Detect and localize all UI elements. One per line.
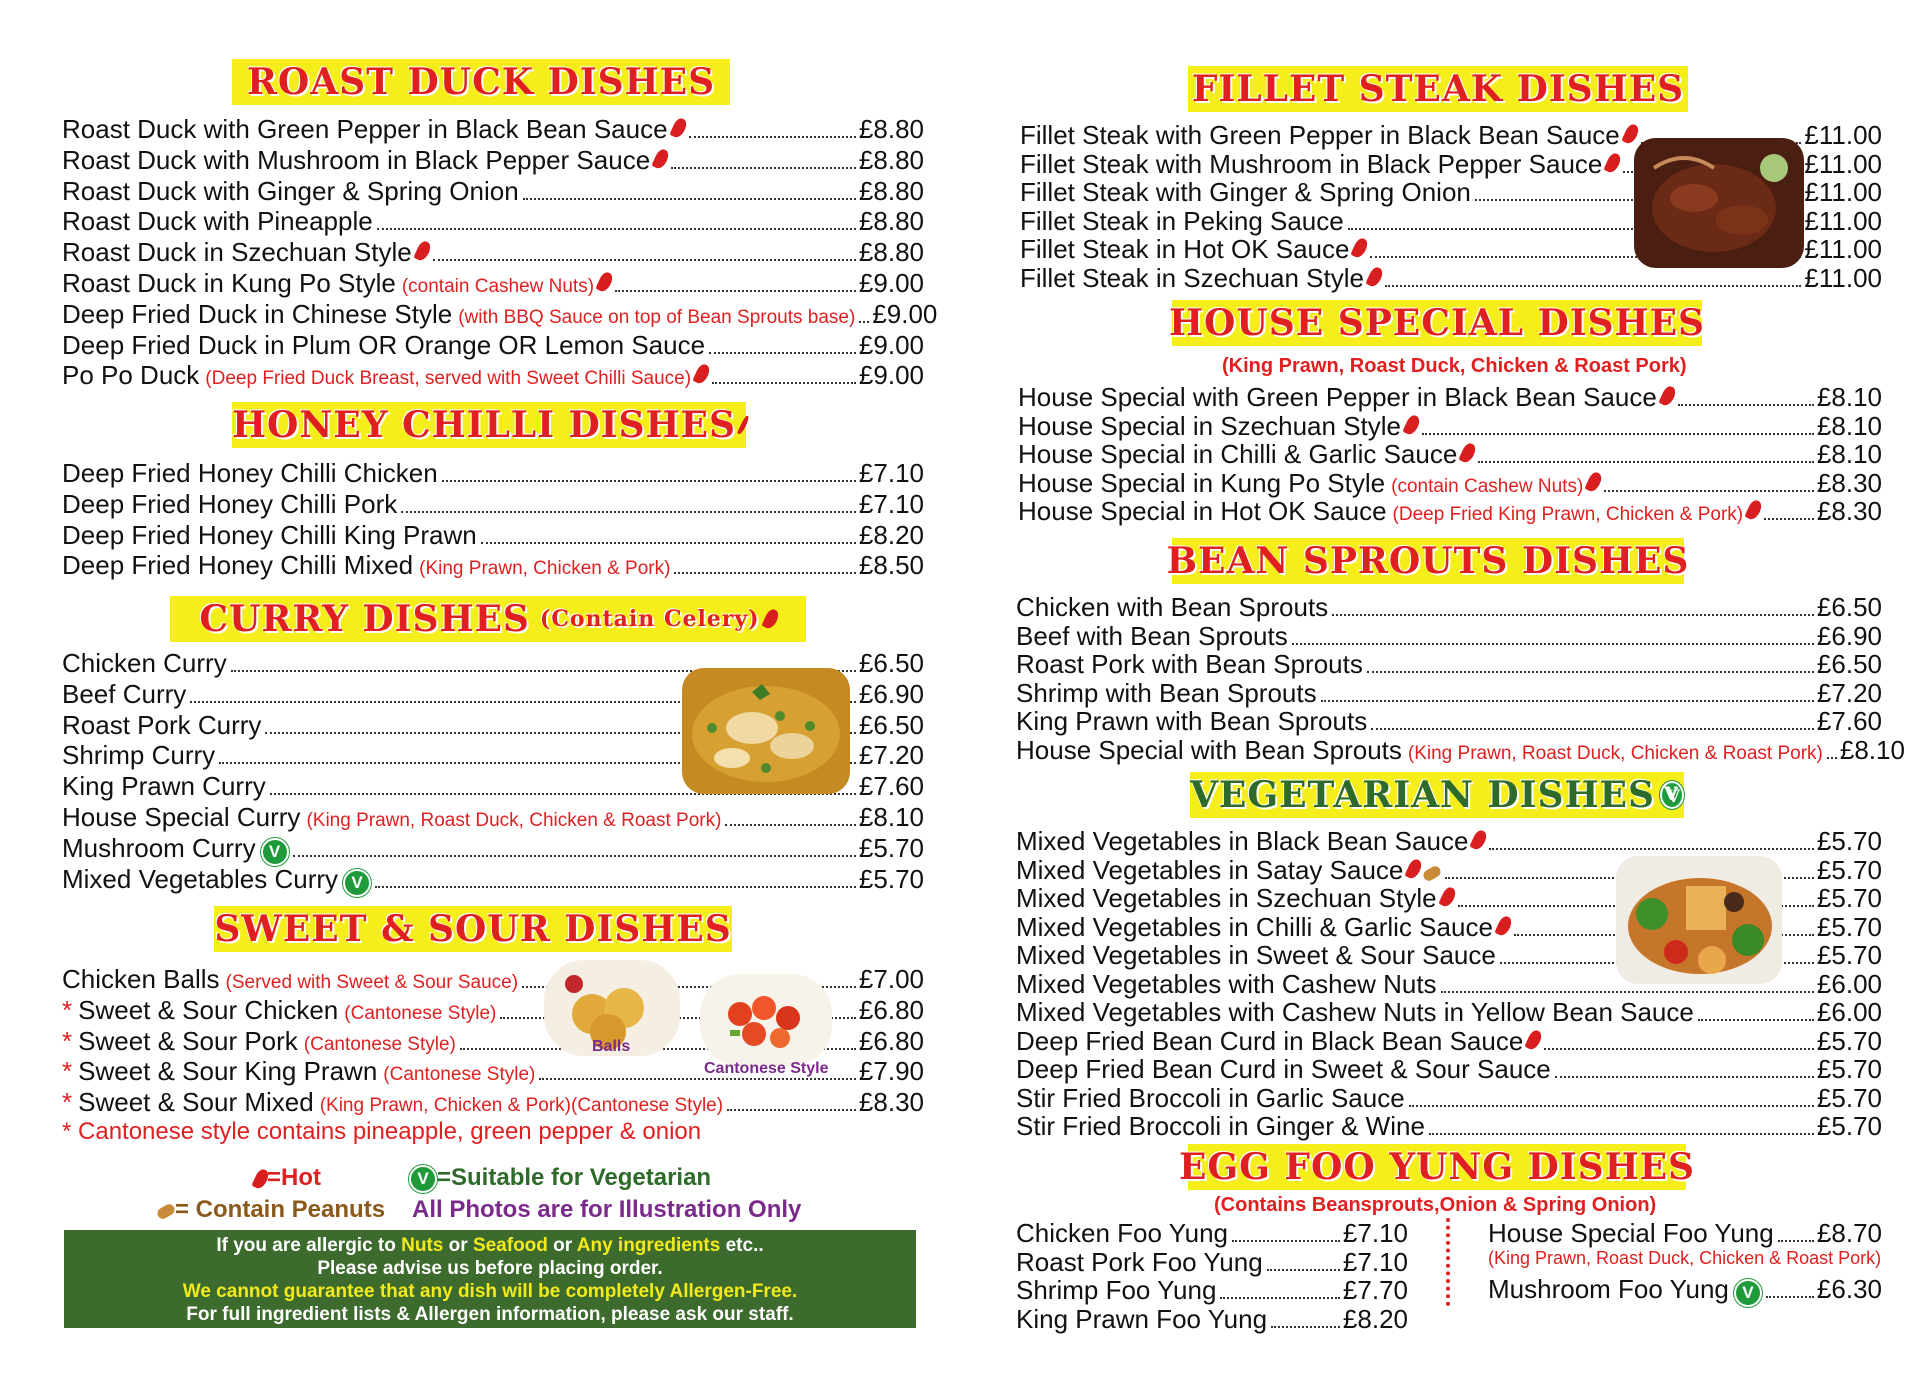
menu-item-row bbox=[1016, 1026, 1882, 1055]
hot-legend: =Hot bbox=[250, 1164, 321, 1192]
menu-item-row bbox=[62, 1087, 924, 1116]
item-name: Beef Curry bbox=[62, 678, 187, 709]
chili-icon bbox=[761, 607, 780, 630]
item-price: £6.90 bbox=[858, 678, 924, 709]
item-name: House Special with Green Pepper in Black Bean Sauce bbox=[1018, 382, 1657, 412]
egg-foo-yung-subtitle: (Contains Beansprouts,Onion & Spring Onion) bbox=[1214, 1194, 1657, 1216]
leader-dots bbox=[1385, 285, 1801, 287]
item-price: £7.10 bbox=[1342, 1218, 1408, 1248]
menu-item-row bbox=[62, 550, 924, 579]
leader-dots bbox=[674, 572, 855, 574]
item-price: £8.30 bbox=[1816, 496, 1882, 526]
item-price: £11.00 bbox=[1804, 177, 1882, 207]
item-name: Chicken Curry bbox=[62, 648, 227, 678]
item-name: Sweet & Sour Mixed bbox=[78, 1087, 314, 1118]
item-price: £8.50 bbox=[858, 550, 924, 581]
menu-item-row bbox=[1016, 1083, 1882, 1112]
menu-item-row bbox=[62, 360, 924, 389]
dotted-divider bbox=[1446, 1218, 1450, 1306]
item-name: Fillet Steak with Green Pepper in Black Bean Sauce bbox=[1020, 120, 1620, 150]
item-note: (with BBQ Sauce on top of Bean Sprouts base) bbox=[458, 306, 856, 328]
item-price: £8.80 bbox=[858, 206, 924, 237]
balls-photo-label: Balls bbox=[592, 1038, 631, 1055]
leader-dots bbox=[523, 198, 856, 200]
item-price: £7.10 bbox=[858, 488, 924, 519]
item-name: Sweet & Sour Pork bbox=[78, 1025, 298, 1056]
item-price: £8.10 bbox=[1816, 382, 1882, 412]
leader-dots bbox=[1271, 1326, 1340, 1328]
item-note: (Cantonese Style) bbox=[383, 1064, 536, 1086]
item-name: Fillet Steak in Hot OK Sauce bbox=[1020, 234, 1350, 264]
item-name: Mixed Vegetables in Sweet & Sour Sauce bbox=[1016, 940, 1496, 970]
menu-item-row bbox=[1018, 439, 1882, 468]
item-price: £9.00 bbox=[858, 360, 924, 391]
vegetarian-icon: V bbox=[261, 838, 289, 866]
item-price: £6.80 bbox=[858, 994, 924, 1025]
leader-dots bbox=[712, 382, 856, 384]
leader-dots bbox=[1678, 404, 1814, 406]
chili-icon bbox=[1585, 470, 1604, 493]
menu-item-row bbox=[62, 520, 924, 549]
bean-sprouts-heading: BEAN SPROUTS DISHES bbox=[1166, 540, 1690, 582]
chili-icon bbox=[1494, 914, 1513, 937]
item-note: (contain Cashew Nuts) bbox=[401, 276, 595, 297]
item-name: Po Po Duck bbox=[62, 360, 200, 391]
menu-item-row bbox=[1016, 1218, 1408, 1247]
item-name: House Special in Szechuan Style bbox=[1018, 410, 1402, 441]
menu-item-row bbox=[62, 176, 924, 205]
item-price: £8.20 bbox=[1342, 1303, 1408, 1334]
item-price: £5.70 bbox=[1816, 854, 1882, 885]
cantonese-footnote: * Cantonese style contains pineapple, green pepper & onion bbox=[62, 1118, 702, 1145]
menu-item-row bbox=[62, 458, 924, 487]
leader-dots bbox=[377, 228, 856, 230]
menu-item-row bbox=[62, 833, 924, 862]
leader-dots bbox=[1827, 757, 1837, 759]
leader-dots bbox=[375, 886, 856, 888]
item-name: Deep Fried Bean Curd in Black Bean Sauce bbox=[1016, 1025, 1524, 1056]
menu-item-row bbox=[1018, 411, 1882, 440]
item-note: (Deep Fried Duck Breast, served with Sweet Chilli Sauce) bbox=[205, 368, 692, 390]
item-name: House Special in Kung Po Style bbox=[1018, 467, 1386, 498]
chili-icon bbox=[1744, 498, 1763, 521]
item-price: £7.20 bbox=[858, 740, 924, 771]
item-name: Mixed Vegetables with Cashew Nuts in Yellow Bean Sauce bbox=[1016, 997, 1694, 1027]
item-name: Mushroom Foo Yung bbox=[1488, 1274, 1729, 1304]
fillet-steak-heading: FILLET STEAK DISHES bbox=[1188, 66, 1688, 112]
item-price: £9.00 bbox=[872, 298, 938, 329]
menu-item-row bbox=[1016, 649, 1882, 678]
leader-dots bbox=[1232, 1240, 1340, 1242]
item-name: Deep Fried Honey Chilli Chicken bbox=[62, 458, 438, 488]
curry-photo bbox=[682, 668, 850, 794]
leader-dots bbox=[1698, 1019, 1814, 1021]
item-note: (King Prawn, Roast Duck, Chicken & Roast Pork) bbox=[1407, 742, 1823, 764]
chili-icon bbox=[669, 116, 688, 139]
honey-chilli-heading: HONEY CHILLI DISHES bbox=[232, 402, 746, 448]
item-note: (King Prawn, Roast Duck, Chicken & Roast Pork) bbox=[1488, 1248, 1882, 1268]
leader-dots bbox=[1441, 991, 1814, 993]
item-name: Chicken with Bean Sprouts bbox=[1016, 592, 1329, 622]
allergen-line-1: If you are allergic to Nuts or Seafood or Any ingredients etc.. bbox=[216, 1235, 764, 1256]
item-name: Mixed Vegetables in Black Bean Sauce bbox=[1016, 826, 1469, 856]
item-price: £7.10 bbox=[1342, 1246, 1408, 1277]
item-price: £7.60 bbox=[858, 771, 924, 802]
item-name: Deep Fried Honey Chilli Pork bbox=[62, 488, 398, 519]
item-price: £8.30 bbox=[1816, 467, 1882, 498]
item-name: House Special with Bean Sprouts bbox=[1016, 734, 1402, 765]
menu-item-row bbox=[1018, 496, 1882, 525]
chili-icon bbox=[1459, 441, 1478, 464]
item-price: £7.90 bbox=[858, 1056, 924, 1087]
item-name: Fillet Steak in Peking Sauce bbox=[1020, 205, 1344, 236]
item-note: (contain Cashew Nuts) bbox=[1391, 475, 1584, 497]
menu-item-row bbox=[1016, 1247, 1408, 1276]
item-price: £6.00 bbox=[1816, 997, 1882, 1027]
leader-dots bbox=[727, 1109, 856, 1111]
item-price: £6.50 bbox=[858, 709, 924, 740]
item-name: Stir Fried Broccoli in Ginger & Wine bbox=[1016, 1111, 1425, 1141]
chili-icon bbox=[1470, 828, 1489, 851]
item-note: (King Prawn, Roast Duck, Chicken & Roast Pork) bbox=[306, 810, 722, 831]
leader-dots bbox=[709, 352, 856, 354]
item-name: House Special in Chilli & Garlic Sauce bbox=[1018, 439, 1458, 469]
item-name: House Special Foo Yung bbox=[1488, 1218, 1774, 1248]
item-price: £6.50 bbox=[858, 648, 924, 678]
item-price: £7.20 bbox=[1816, 677, 1882, 708]
item-name: Roast Pork Curry bbox=[62, 709, 262, 740]
leader-dots bbox=[1409, 1105, 1814, 1107]
item-price: £8.70 bbox=[1816, 1218, 1882, 1248]
item-name: Mixed Vegetables in Chilli & Garlic Sauce bbox=[1016, 911, 1493, 942]
menu-item-row bbox=[62, 330, 924, 359]
peanut-icon bbox=[155, 1202, 176, 1221]
item-price: £7.70 bbox=[1342, 1275, 1408, 1305]
leader-dots bbox=[1332, 614, 1814, 616]
chili-icon bbox=[737, 415, 750, 435]
menu-item-row bbox=[62, 206, 924, 235]
item-name: Roast Duck with Pineapple bbox=[62, 206, 373, 237]
house-special-subtitle: (King Prawn, Roast Duck, Chicken & Roast Pork) bbox=[1222, 355, 1687, 377]
leader-dots bbox=[725, 824, 855, 826]
leader-dots bbox=[859, 321, 869, 323]
asterisk-marker: * bbox=[62, 1056, 73, 1087]
chili-icon bbox=[595, 270, 614, 293]
chili-icon bbox=[1604, 151, 1623, 174]
leader-dots bbox=[1544, 1048, 1814, 1050]
menu-item-row bbox=[1016, 1275, 1408, 1304]
leader-dots bbox=[401, 511, 856, 513]
item-name: Shrimp with Bean Sprouts bbox=[1016, 677, 1317, 708]
allergen-line-4: For full ingredient lists & Allergen information, please ask our staff. bbox=[186, 1304, 794, 1325]
item-name: King Prawn with Bean Sprouts bbox=[1016, 706, 1368, 736]
item-name: Roast Duck with Mushroom in Black Pepper Sauce bbox=[62, 144, 651, 175]
menu-item-row bbox=[62, 268, 924, 297]
item-name: Roast Duck in Kung Po Style bbox=[62, 268, 396, 298]
item-name: Mixed Vegetables Curry bbox=[62, 863, 339, 894]
item-price: £9.00 bbox=[858, 329, 924, 360]
item-price: £6.50 bbox=[1816, 649, 1882, 679]
leader-dots bbox=[1766, 1296, 1814, 1298]
item-price: £8.80 bbox=[858, 175, 924, 206]
menu-item-row bbox=[62, 864, 924, 893]
menu-item-row bbox=[62, 145, 924, 174]
item-price: £5.70 bbox=[1816, 940, 1882, 970]
item-price: £5.70 bbox=[1816, 911, 1882, 942]
vegetarian-heading: VEGETARIAN DISHES V bbox=[1190, 772, 1684, 818]
leader-dots bbox=[671, 167, 856, 169]
item-price: £6.80 bbox=[858, 1025, 924, 1056]
allergen-line-3: We cannot guarantee that any dish will be completely Allergen-Free. bbox=[182, 1281, 798, 1302]
leader-dots bbox=[1604, 490, 1814, 492]
asterisk-marker: * bbox=[62, 994, 73, 1025]
chili-icon bbox=[651, 147, 670, 170]
item-price: £8.10 bbox=[1816, 410, 1882, 441]
item-name: Stir Fried Broccoli in Garlic Sauce bbox=[1016, 1082, 1405, 1113]
menu-item-row bbox=[62, 114, 924, 143]
cantonese-photo-label: Cantonese Style bbox=[704, 1060, 829, 1077]
leader-dots bbox=[1220, 1297, 1340, 1299]
item-price: £7.00 bbox=[858, 964, 924, 994]
item-name: Mixed Vegetables in Satay Sauce bbox=[1016, 854, 1404, 885]
item-price: £8.80 bbox=[858, 114, 924, 144]
item-note: (Served with Sweet & Sour Sauce) bbox=[225, 972, 519, 993]
item-price: £5.70 bbox=[858, 863, 924, 894]
veg-legend: V =Suitable for Vegetarian bbox=[404, 1164, 711, 1193]
item-price: £5.70 bbox=[1816, 1054, 1882, 1084]
item-name: House Special in Hot OK Sauce bbox=[1018, 496, 1387, 526]
menu-item-row bbox=[1016, 997, 1882, 1026]
chili-icon bbox=[413, 240, 432, 263]
leader-dots bbox=[615, 290, 856, 292]
menu-item-row bbox=[1018, 382, 1882, 411]
chili-icon bbox=[1402, 413, 1421, 436]
leader-dots bbox=[1429, 1133, 1814, 1135]
house-special-heading: HOUSE SPECIAL DISHES bbox=[1168, 302, 1706, 344]
leader-dots bbox=[1267, 1269, 1340, 1271]
chili-icon bbox=[1621, 122, 1640, 145]
item-name: Roast Pork Foo Yung bbox=[1016, 1246, 1263, 1277]
item-name: Sweet & Sour King Prawn bbox=[78, 1056, 378, 1087]
allergen-line-2: Please advise us before placing order. bbox=[317, 1258, 663, 1279]
item-name: Deep Fried Honey Chilli Mixed bbox=[62, 550, 414, 581]
item-name: Shrimp Curry bbox=[62, 740, 216, 771]
item-name: Chicken Foo Yung bbox=[1016, 1218, 1228, 1248]
leader-dots bbox=[481, 542, 856, 544]
roast-duck-heading: ROAST DUCK DISHES bbox=[232, 59, 730, 105]
leader-dots bbox=[1478, 461, 1814, 463]
item-price: £11.00 bbox=[1804, 148, 1882, 179]
vegetarian-icon: V bbox=[1660, 781, 1684, 809]
asterisk-marker: * bbox=[62, 1087, 73, 1118]
photo-disclaimer: All Photos are for Illustration Only bbox=[412, 1196, 802, 1223]
allergen-notice bbox=[64, 1230, 916, 1328]
item-price: £5.70 bbox=[1816, 1082, 1882, 1113]
item-note: (Deep Fried King Prawn, Chicken & Pork) bbox=[1392, 504, 1744, 525]
menu-item-row bbox=[1016, 706, 1882, 735]
item-price: £5.70 bbox=[1816, 883, 1882, 913]
item-note: (Cantonese Style) bbox=[344, 1002, 497, 1024]
menu-item-row bbox=[62, 489, 924, 518]
item-note: (King Prawn, Chicken & Pork)(Cantonese Style) bbox=[319, 1095, 724, 1117]
item-name: Deep Fried Duck in Chinese Style bbox=[62, 298, 453, 329]
item-name: Roast Duck with Green Pepper in Black Bean Sauce bbox=[62, 114, 668, 144]
item-price: £6.90 bbox=[1816, 620, 1882, 651]
item-price: £11.00 bbox=[1804, 120, 1882, 150]
item-name: Fillet Steak in Szechuan Style bbox=[1020, 262, 1364, 293]
item-price: £7.10 bbox=[858, 458, 924, 488]
item-name: Sweet & Sour Chicken bbox=[78, 994, 339, 1025]
item-name: Mixed Vegetables with Cashew Nuts bbox=[1016, 968, 1437, 999]
menu-item-row bbox=[62, 298, 938, 329]
leader-dots bbox=[1555, 1076, 1814, 1078]
menu-item-row bbox=[1016, 1111, 1882, 1140]
menu-item-row bbox=[1016, 734, 1905, 765]
item-price: £11.00 bbox=[1804, 262, 1882, 293]
menu-item-row bbox=[1488, 1274, 1882, 1303]
menu-item-row bbox=[62, 237, 924, 266]
menu-item-row bbox=[1016, 826, 1882, 855]
item-name: Deep Fried Honey Chilli King Prawn bbox=[62, 519, 477, 550]
item-name: Fillet Steak with Mushroom in Black Pepper Sauce bbox=[1020, 148, 1603, 179]
item-price: £8.20 bbox=[858, 519, 924, 550]
chili-icon bbox=[1438, 885, 1457, 908]
menu-item-row bbox=[62, 802, 924, 831]
item-name: Fillet Steak with Ginger & Spring Onion bbox=[1020, 177, 1471, 207]
leader-dots bbox=[689, 136, 856, 138]
leader-dots bbox=[1371, 728, 1814, 730]
item-price: £7.60 bbox=[1816, 706, 1882, 736]
item-name: Deep Fried Bean Curd in Sweet & Sour Sauce bbox=[1016, 1054, 1551, 1084]
leader-dots bbox=[1764, 518, 1814, 520]
item-name: House Special Curry bbox=[62, 802, 301, 832]
item-note: (Cantonese Style) bbox=[303, 1033, 456, 1055]
menu-item-row bbox=[1016, 592, 1882, 621]
leader-dots bbox=[442, 480, 856, 482]
leader-dots bbox=[1489, 848, 1814, 850]
leader-dots bbox=[1321, 700, 1814, 702]
item-note: (King Prawn, Chicken & Pork) bbox=[419, 558, 671, 580]
cantonese-photo bbox=[700, 974, 832, 1066]
menu-item-row bbox=[1016, 621, 1882, 650]
item-price: £11.00 bbox=[1804, 234, 1882, 264]
item-name: Chicken Balls bbox=[62, 964, 220, 994]
item-price: £9.00 bbox=[858, 268, 924, 298]
vegetarian-icon: V bbox=[1734, 1279, 1762, 1307]
item-name: Roast Pork with Bean Sprouts bbox=[1016, 649, 1363, 679]
vegetarian-icon: V bbox=[343, 869, 371, 897]
item-name: Mixed Vegetables in Szechuan Style bbox=[1016, 883, 1437, 913]
item-price: £5.70 bbox=[858, 832, 924, 863]
item-price: £11.00 bbox=[1804, 205, 1882, 236]
item-name: Mushroom Curry bbox=[62, 832, 256, 863]
item-name: King Prawn Curry bbox=[62, 771, 266, 802]
item-price: £8.10 bbox=[1816, 439, 1882, 469]
chili-icon bbox=[1365, 265, 1384, 288]
chili-icon bbox=[1351, 236, 1370, 259]
item-name: Roast Duck in Szechuan Style bbox=[62, 237, 412, 268]
asterisk-marker: * bbox=[62, 1025, 73, 1056]
menu-item-row bbox=[1488, 1218, 1882, 1247]
item-name: Shrimp Foo Yung bbox=[1016, 1275, 1217, 1305]
chili-icon bbox=[692, 363, 711, 386]
item-name: Deep Fried Duck in Plum OR Orange OR Lemon Sauce bbox=[62, 329, 706, 360]
item-price: £5.70 bbox=[1816, 1025, 1882, 1056]
item-name: Beef with Bean Sprouts bbox=[1016, 620, 1288, 651]
leader-dots bbox=[1422, 433, 1814, 435]
leader-dots bbox=[433, 259, 856, 261]
item-price: £8.80 bbox=[858, 144, 924, 175]
menu-item-row bbox=[1016, 678, 1882, 707]
item-price: £8.10 bbox=[1839, 734, 1905, 765]
leader-dots bbox=[539, 1078, 856, 1080]
item-price: £8.80 bbox=[858, 237, 924, 268]
menu-item-row bbox=[1016, 1054, 1882, 1083]
item-price: £8.30 bbox=[858, 1087, 924, 1118]
item-price: £5.70 bbox=[1816, 826, 1882, 856]
leader-dots bbox=[1367, 671, 1814, 673]
chili-icon bbox=[1525, 1028, 1544, 1051]
item-price: £6.30 bbox=[1816, 1274, 1882, 1304]
item-price: £8.10 bbox=[858, 802, 924, 832]
leader-dots bbox=[293, 855, 856, 857]
item-name: Roast Duck with Ginger & Spring Onion bbox=[62, 175, 519, 206]
peanut-icon bbox=[1422, 864, 1443, 883]
curry-heading: CURRY DISHES (Contain Celery) bbox=[170, 596, 806, 642]
sweet-sour-heading: SWEET & SOUR DISHES bbox=[214, 908, 732, 950]
vegetarian-icon: V bbox=[409, 1165, 437, 1193]
item-price: £6.00 bbox=[1816, 968, 1882, 999]
egg-foo-yung-heading: EGG FOO YUNG DISHES bbox=[1178, 1146, 1696, 1188]
leader-dots bbox=[1778, 1240, 1814, 1242]
item-name: King Prawn Foo Yung bbox=[1016, 1303, 1268, 1334]
menu-item-row bbox=[1018, 468, 1882, 497]
leader-dots bbox=[1292, 643, 1814, 645]
item-price: £6.50 bbox=[1816, 592, 1882, 622]
menu-item-row bbox=[1016, 1304, 1408, 1333]
item-price: £5.70 bbox=[1816, 1111, 1882, 1141]
chili-icon bbox=[1405, 857, 1424, 880]
fillet-steak-photo bbox=[1634, 138, 1804, 268]
chili-icon bbox=[1658, 384, 1677, 407]
vegetables-photo bbox=[1616, 856, 1782, 984]
peanut-legend: = Contain Peanuts bbox=[154, 1196, 385, 1224]
